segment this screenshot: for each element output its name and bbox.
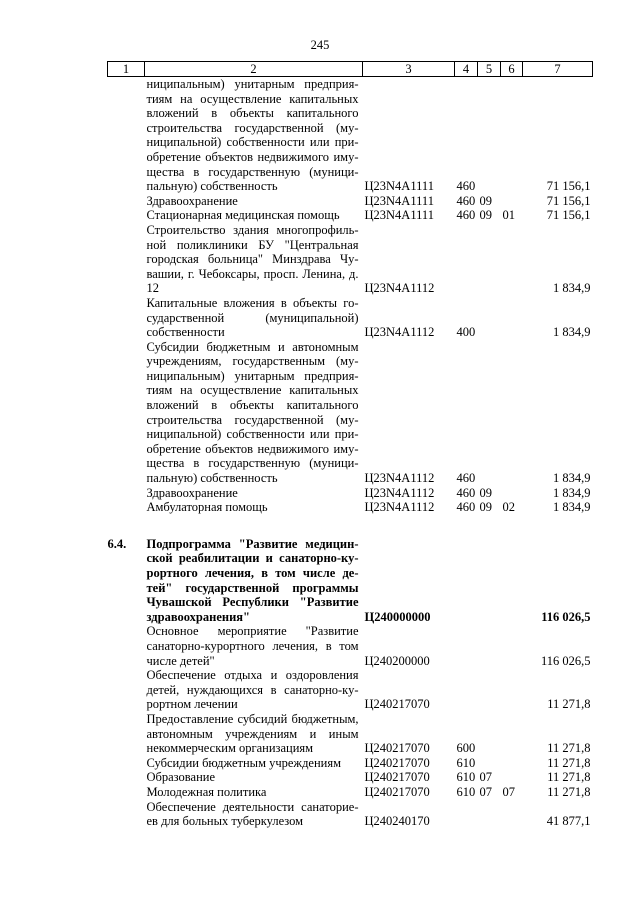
row-pr bbox=[501, 537, 523, 625]
row-pr bbox=[501, 624, 523, 668]
row-number bbox=[108, 668, 145, 712]
row-sum: 11 271,8 bbox=[547, 741, 591, 756]
row-number bbox=[108, 340, 145, 486]
row-name: Амбулаторная помощь bbox=[146, 500, 268, 515]
row-sum: 116 026,5 bbox=[540, 653, 591, 668]
row-name: Стационарная медицинская помощь bbox=[146, 208, 340, 223]
row-rz: 09 bbox=[479, 500, 492, 515]
row-sum: 1 834,9 bbox=[553, 485, 591, 500]
row-number bbox=[108, 194, 145, 209]
table-row bbox=[108, 500, 593, 515]
row-number bbox=[108, 77, 145, 194]
row-rz: 09 bbox=[479, 208, 492, 223]
row-sum: 11 271,8 bbox=[547, 784, 591, 799]
row-name: Молодежная политика bbox=[146, 784, 267, 799]
row-name: ниципальным) унитарным предприя-тиям на осуществление капитальных вложений в объекты капитального строительства государственной (му-ниципальной) собственности или при-обретение объектов недвижимого иму-щества в государственную (муници-пальную) собственность bbox=[146, 77, 359, 194]
row-name: Обеспечение отдыха и оздоровления детей, нуждающихся в санаторно-ку-рортном лечении bbox=[146, 668, 359, 712]
row-number bbox=[108, 785, 145, 800]
table-row bbox=[108, 296, 593, 340]
row-vr: 400 bbox=[456, 325, 476, 340]
table-row bbox=[108, 668, 593, 712]
row-code: Ц240217070 bbox=[364, 697, 430, 712]
row-number bbox=[108, 712, 145, 756]
row-number bbox=[108, 800, 145, 829]
row-sum: 71 156,1 bbox=[546, 193, 591, 208]
row-vr: 610 bbox=[456, 770, 476, 785]
row-pr bbox=[501, 668, 523, 712]
row-rz bbox=[478, 340, 501, 486]
row-vr: 460 bbox=[456, 500, 476, 515]
row-code: Ц23N4A1112 bbox=[364, 485, 435, 500]
row-vr: 600 bbox=[456, 741, 476, 756]
row-number bbox=[108, 486, 145, 501]
row-sum: 1 834,9 bbox=[553, 325, 591, 340]
row-vr bbox=[455, 624, 478, 668]
row-pr bbox=[501, 77, 523, 194]
row-pr bbox=[501, 770, 523, 785]
row-name: Предоставление субсидий бюджетным, автономным учреждениям и иным некоммерческим организациям bbox=[146, 711, 359, 756]
row-sum: 1 834,9 bbox=[553, 471, 591, 486]
row-code: Ц23N4A1112 bbox=[364, 281, 435, 296]
row-sum: 1 834,9 bbox=[553, 500, 591, 515]
row-number bbox=[108, 223, 145, 296]
table-row bbox=[108, 537, 593, 625]
row-pr bbox=[501, 223, 523, 296]
table-row bbox=[108, 800, 593, 829]
row-rz bbox=[478, 800, 501, 829]
row-vr: 610 bbox=[456, 784, 476, 799]
row-code: Ц240217070 bbox=[364, 741, 430, 756]
row-sum: 11 271,8 bbox=[547, 697, 591, 712]
table-row bbox=[108, 770, 593, 785]
row-name: Основное мероприятие "Развитие санаторно-курортного лечения, в том числе детей" bbox=[146, 624, 359, 668]
row-number bbox=[108, 208, 145, 223]
row-rz bbox=[478, 668, 501, 712]
table-row bbox=[108, 624, 593, 668]
row-code: Ц23N4A1112 bbox=[364, 325, 435, 340]
spacer-row bbox=[108, 515, 593, 537]
row-vr bbox=[455, 800, 478, 829]
row-number: 6.4. bbox=[107, 536, 127, 551]
row-name: Здравоохранение bbox=[146, 193, 238, 208]
row-vr: 610 bbox=[456, 755, 476, 770]
row-pr: 01 bbox=[502, 208, 515, 223]
row-sum: 71 156,1 bbox=[546, 179, 591, 194]
row-pr bbox=[501, 340, 523, 486]
table-row bbox=[108, 194, 593, 209]
header-cell: 6 bbox=[501, 62, 523, 77]
row-rz bbox=[478, 537, 501, 625]
row-pr bbox=[501, 800, 523, 829]
row-number bbox=[108, 756, 145, 771]
row-name: Капитальные вложения в объекты го-сударственной (муниципальной) собственности bbox=[146, 295, 359, 340]
header-cell: 5 bbox=[478, 62, 501, 77]
row-name: Субсидии бюджетным учреждениям bbox=[146, 755, 342, 770]
table-row bbox=[108, 486, 593, 501]
table-row bbox=[108, 208, 593, 223]
row-pr bbox=[501, 486, 523, 501]
row-sum: 11 271,8 bbox=[547, 755, 591, 770]
row-name: Обеспечение деятельности санаторие-ев для больных туберкулезом bbox=[146, 799, 359, 829]
row-code: Ц23N4A1112 bbox=[364, 471, 435, 486]
row-vr bbox=[455, 537, 478, 625]
row-code: Ц23N4A1111 bbox=[364, 193, 434, 208]
row-name: Строительство здания многопрофиль-ной поликлиники БУ "Центральная городская больница" Минздрава Чу-вашии, г. Чебоксары, просп. Ленина, д. 12 bbox=[146, 222, 359, 296]
row-rz bbox=[478, 77, 501, 194]
page-number: 245 bbox=[310, 38, 330, 52]
row-pr bbox=[501, 296, 523, 340]
row-code: Ц240217070 bbox=[364, 784, 430, 799]
table-row bbox=[108, 340, 593, 486]
header-cell: 1 bbox=[108, 62, 145, 77]
row-pr bbox=[501, 756, 523, 771]
row-vr: 460 bbox=[456, 208, 476, 223]
row-rz bbox=[478, 296, 501, 340]
row-rz: 07 bbox=[479, 784, 492, 799]
budget-table bbox=[107, 61, 593, 829]
row-sum: 71 156,1 bbox=[546, 208, 591, 223]
table-row bbox=[108, 223, 593, 296]
row-vr bbox=[455, 223, 478, 296]
row-name: Субсидии бюджетным и автономным учреждениям, государственным (му-ниципальным) унитарным предприя-тиям на осуществление капитальных вложений в объекты капитального строительства государственной (му-ниципальной) собственности или при-обретение объектов недвижимого иму-щества в государственную (муници-пальную) собственность bbox=[146, 339, 359, 486]
row-sum: 11 271,8 bbox=[547, 770, 591, 785]
row-rz: 09 bbox=[479, 193, 492, 208]
row-code: Ц240217070 bbox=[364, 755, 430, 770]
row-pr: 07 bbox=[502, 784, 515, 799]
row-pr bbox=[501, 712, 523, 756]
row-rz: 07 bbox=[479, 770, 492, 785]
row-rz bbox=[478, 624, 501, 668]
row-code: Ц23N4A1112 bbox=[364, 500, 435, 515]
row-code: Ц240217070 bbox=[364, 770, 430, 785]
row-vr: 460 bbox=[456, 193, 476, 208]
row-sum: 116 026,5 bbox=[541, 609, 591, 624]
header-cell: 7 bbox=[523, 62, 593, 77]
row-rz: 09 bbox=[479, 485, 492, 500]
row-rz bbox=[478, 712, 501, 756]
row-number bbox=[108, 770, 145, 785]
row-vr bbox=[455, 668, 478, 712]
header-cell: 2 bbox=[145, 62, 363, 77]
row-vr: 460 bbox=[456, 179, 476, 194]
row-rz bbox=[478, 223, 501, 296]
table-row bbox=[108, 77, 593, 194]
row-name: Здравоохранение bbox=[146, 485, 238, 500]
row-code: Ц23N4A1111 bbox=[364, 179, 434, 194]
row-code: Ц240200000 bbox=[364, 653, 430, 668]
row-pr bbox=[501, 194, 523, 209]
row-code: Ц240240170 bbox=[364, 814, 430, 829]
table-row bbox=[108, 756, 593, 771]
row-number bbox=[108, 296, 145, 340]
table-header-row bbox=[108, 62, 593, 77]
row-code: Ц23N4A1111 bbox=[364, 208, 434, 223]
row-sum: 1 834,9 bbox=[553, 281, 591, 296]
header-cell: 3 bbox=[363, 62, 455, 77]
table-row bbox=[108, 712, 593, 756]
row-number bbox=[108, 624, 145, 668]
row-sum: 41 877,1 bbox=[546, 814, 591, 829]
row-vr: 460 bbox=[456, 485, 476, 500]
row-pr: 02 bbox=[502, 500, 515, 515]
row-code: Ц240000000 bbox=[364, 609, 431, 624]
table-row bbox=[108, 785, 593, 800]
row-vr: 460 bbox=[456, 471, 476, 486]
header-cell: 4 bbox=[455, 62, 478, 77]
row-name: Подпрограмма "Развитие медицин-ской реабилитации и санаторно-ку-рортного лечения, в том числе де-тей" государственной программы Чувашской Республики "Развитие здравоохранения" bbox=[146, 536, 359, 624]
row-name: Образование bbox=[146, 770, 216, 785]
row-number bbox=[108, 500, 145, 515]
row-rz bbox=[478, 756, 501, 771]
